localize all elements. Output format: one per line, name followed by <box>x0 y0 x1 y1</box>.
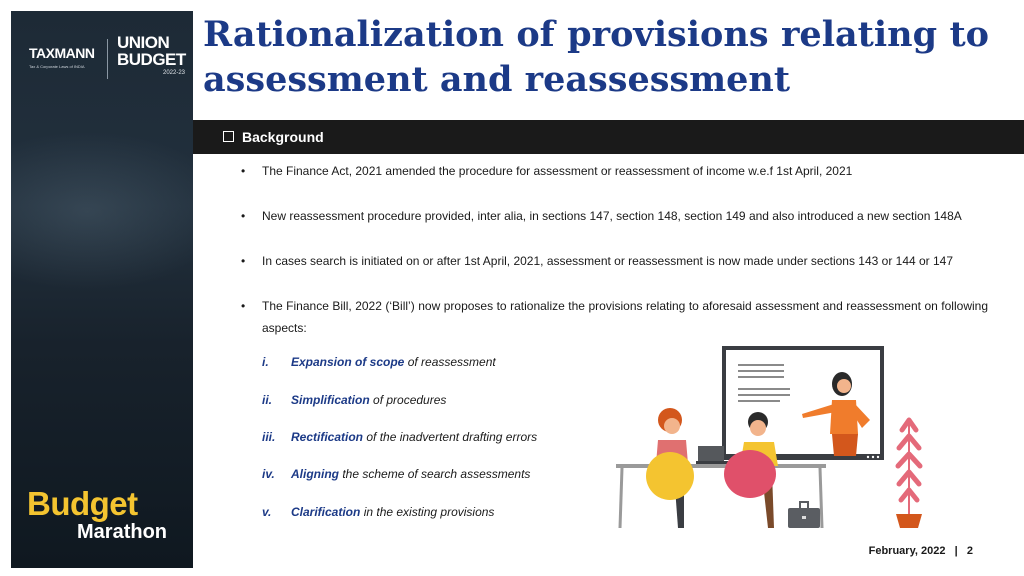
classroom-illustration <box>612 344 942 530</box>
sidebar-background-glow <box>11 131 193 291</box>
aspect-number: i. <box>262 355 269 369</box>
aspect-number: iii. <box>262 430 276 444</box>
budget-marathon-budget: Budget <box>27 485 138 522</box>
budget-marathon-logo <box>27 487 167 543</box>
footer-date: February, 2022 <box>868 545 946 557</box>
page-number: 2 <box>966 545 973 557</box>
logo-divider <box>107 39 108 79</box>
taxmann-logo: TAXMANN <box>29 45 95 61</box>
aspect-number: iv. <box>262 467 275 481</box>
union-budget-logo-budget: BUDGET <box>117 50 186 69</box>
aspect-keyword: Simplification <box>291 393 370 407</box>
aspect-rest: of the inadvertent drafting errors <box>363 430 538 444</box>
aspect-keyword: Clarification <box>291 505 361 519</box>
bullet-dot-icon: • <box>241 299 246 313</box>
bullet-text: In cases search is initiated on or after 1st April, 2021, assessment or reassessment is now made under sections 143 or 144 or 147 <box>262 254 954 268</box>
checkbox-bullet-icon <box>223 131 234 142</box>
bullet-text: The Finance Act, 2021 amended the procedure for assessment or reassessment of income w.e.f 1st April, 2021 <box>262 164 853 178</box>
section-header-label: Background <box>242 129 324 145</box>
footer <box>869 545 973 557</box>
bullet-dot-icon: • <box>241 254 246 268</box>
aspect-keyword: Expansion of scope <box>291 355 405 369</box>
logo-row <box>29 33 189 85</box>
aspect-rest: the scheme of search assessments <box>339 467 531 481</box>
aspect-keyword: Rectification <box>291 430 364 444</box>
union-budget-logo-union: UNION <box>117 33 170 52</box>
footer-separator: | <box>954 545 958 557</box>
bullet-dot-icon: • <box>241 164 246 178</box>
aspect-rest: of procedures <box>369 393 447 407</box>
aspect-number: v. <box>262 505 272 519</box>
aspect-keyword: Aligning <box>291 467 339 481</box>
aspect-rest: in the existing provisions <box>360 505 495 519</box>
page-title: Rationalization of provisions relating to assessment and reassessment <box>203 14 989 100</box>
taxmann-tagline: Tax & Corporate Laws of INDIA <box>29 64 85 69</box>
union-budget-logo-year: 2022-23 <box>163 70 186 76</box>
sidebar-panel <box>11 11 193 568</box>
budget-marathon-marathon: Marathon <box>77 521 167 543</box>
bag-icon <box>788 502 820 528</box>
bullet-text: New reassessment procedure provided, inter alia, in sections 147, section 148, section 149 and also introduced a new section 148A <box>262 209 962 223</box>
bullet-dot-icon: • <box>241 209 246 223</box>
aspect-number: ii. <box>262 393 273 407</box>
aspect-rest: of reassessment <box>404 355 496 369</box>
bullet-text: The Finance Bill, 2022 (‘Bill’) now proposes to rationalize the provisions relating to aforesaid assessment and reassessment on following aspects: <box>262 299 988 335</box>
section-header-bar <box>193 120 1024 154</box>
student-left-figure <box>646 408 694 528</box>
plant-icon <box>896 418 922 528</box>
